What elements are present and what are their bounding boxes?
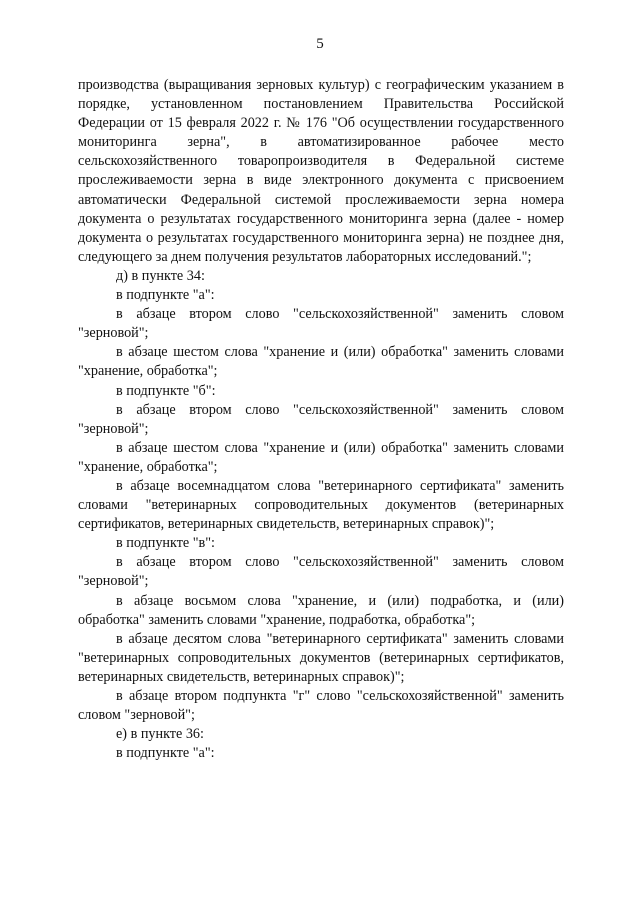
paragraph-amendment: в абзаце втором слово "сельскохозяйственной" заменить словом "зерновой"; <box>78 306 564 342</box>
paragraph-amendment: в абзаце втором слово "сельскохозяйственной" заменить словом "зерновой"; <box>78 401 564 437</box>
paragraph-amendment: в абзаце шестом слова "хранение и (или) обработка" заменить словами "хранение, обработка"; <box>78 344 564 380</box>
paragraph-continuation: производства (выращивания зерновых культур) с географическим указанием в порядке, установленном постановлением Правительства Российской Федерации от 15 февраля 2022 г. № 176 "Об осуществлении государственного мониторинга зерна", в автоматизированное рабочее место сельскохозяйственного товаропроизводителя в Федеральной системе прослеживаемости зерна в виде электронного документа с присвоением автоматически Федеральной системой прослеживаемости зерна номера документа о результатах государственного мониторинга зерна (далее - номер документа о результатах государственного мониторинга зерна) не позднее дня, следующего за днем получения результатов лабораторных исследований."; <box>78 77 564 265</box>
page-number: 5 <box>316 36 324 52</box>
paragraph-clause-e: е) в пункте 36: <box>116 726 204 743</box>
paragraph-amendment: в абзаце восемнадцатом слова "ветеринарного сертификата" заменить словами "ветеринарных сопроводительных документов (ветеринарных сертификатов, ветеринарных свидетельств, ветеринарных справок)"; <box>78 477 564 533</box>
paragraph-amendment: в абзаце втором подпункта "г" слово "сельскохозяйственной" заменить словом "зерновой"; <box>78 688 564 724</box>
paragraph-subclause-a: в подпункте "а": <box>116 745 215 762</box>
paragraph-amendment: в абзаце десятом слова "ветеринарного сертификата" заменить словами "ветеринарных сопроводительных документов (ветеринарных сертификатов, ветеринарных свидетельств, ветеринарных справок)"; <box>78 630 564 685</box>
paragraph-amendment: в абзаце втором слово "сельскохозяйственной" заменить словом "зерновой"; <box>78 554 564 590</box>
paragraph-amendment: в абзаце восьмом слова "хранение, и (или) подработка, и (или) обработка" заменить словами "хранение, подработка, обработка"; <box>78 592 564 628</box>
paragraph-amendment: в абзаце шестом слова "хранение и (или) обработка" заменить словами "хранение, обработка"; <box>78 439 564 475</box>
document-body <box>78 76 564 763</box>
paragraph-clause-d: д) в пункте 34: <box>116 267 205 284</box>
paragraph-subclause-b: в подпункте "б": <box>116 382 216 399</box>
paragraph-subclause-a: в подпункте "а": <box>116 287 215 304</box>
paragraph-subclause-v: в подпункте "в": <box>116 535 215 552</box>
